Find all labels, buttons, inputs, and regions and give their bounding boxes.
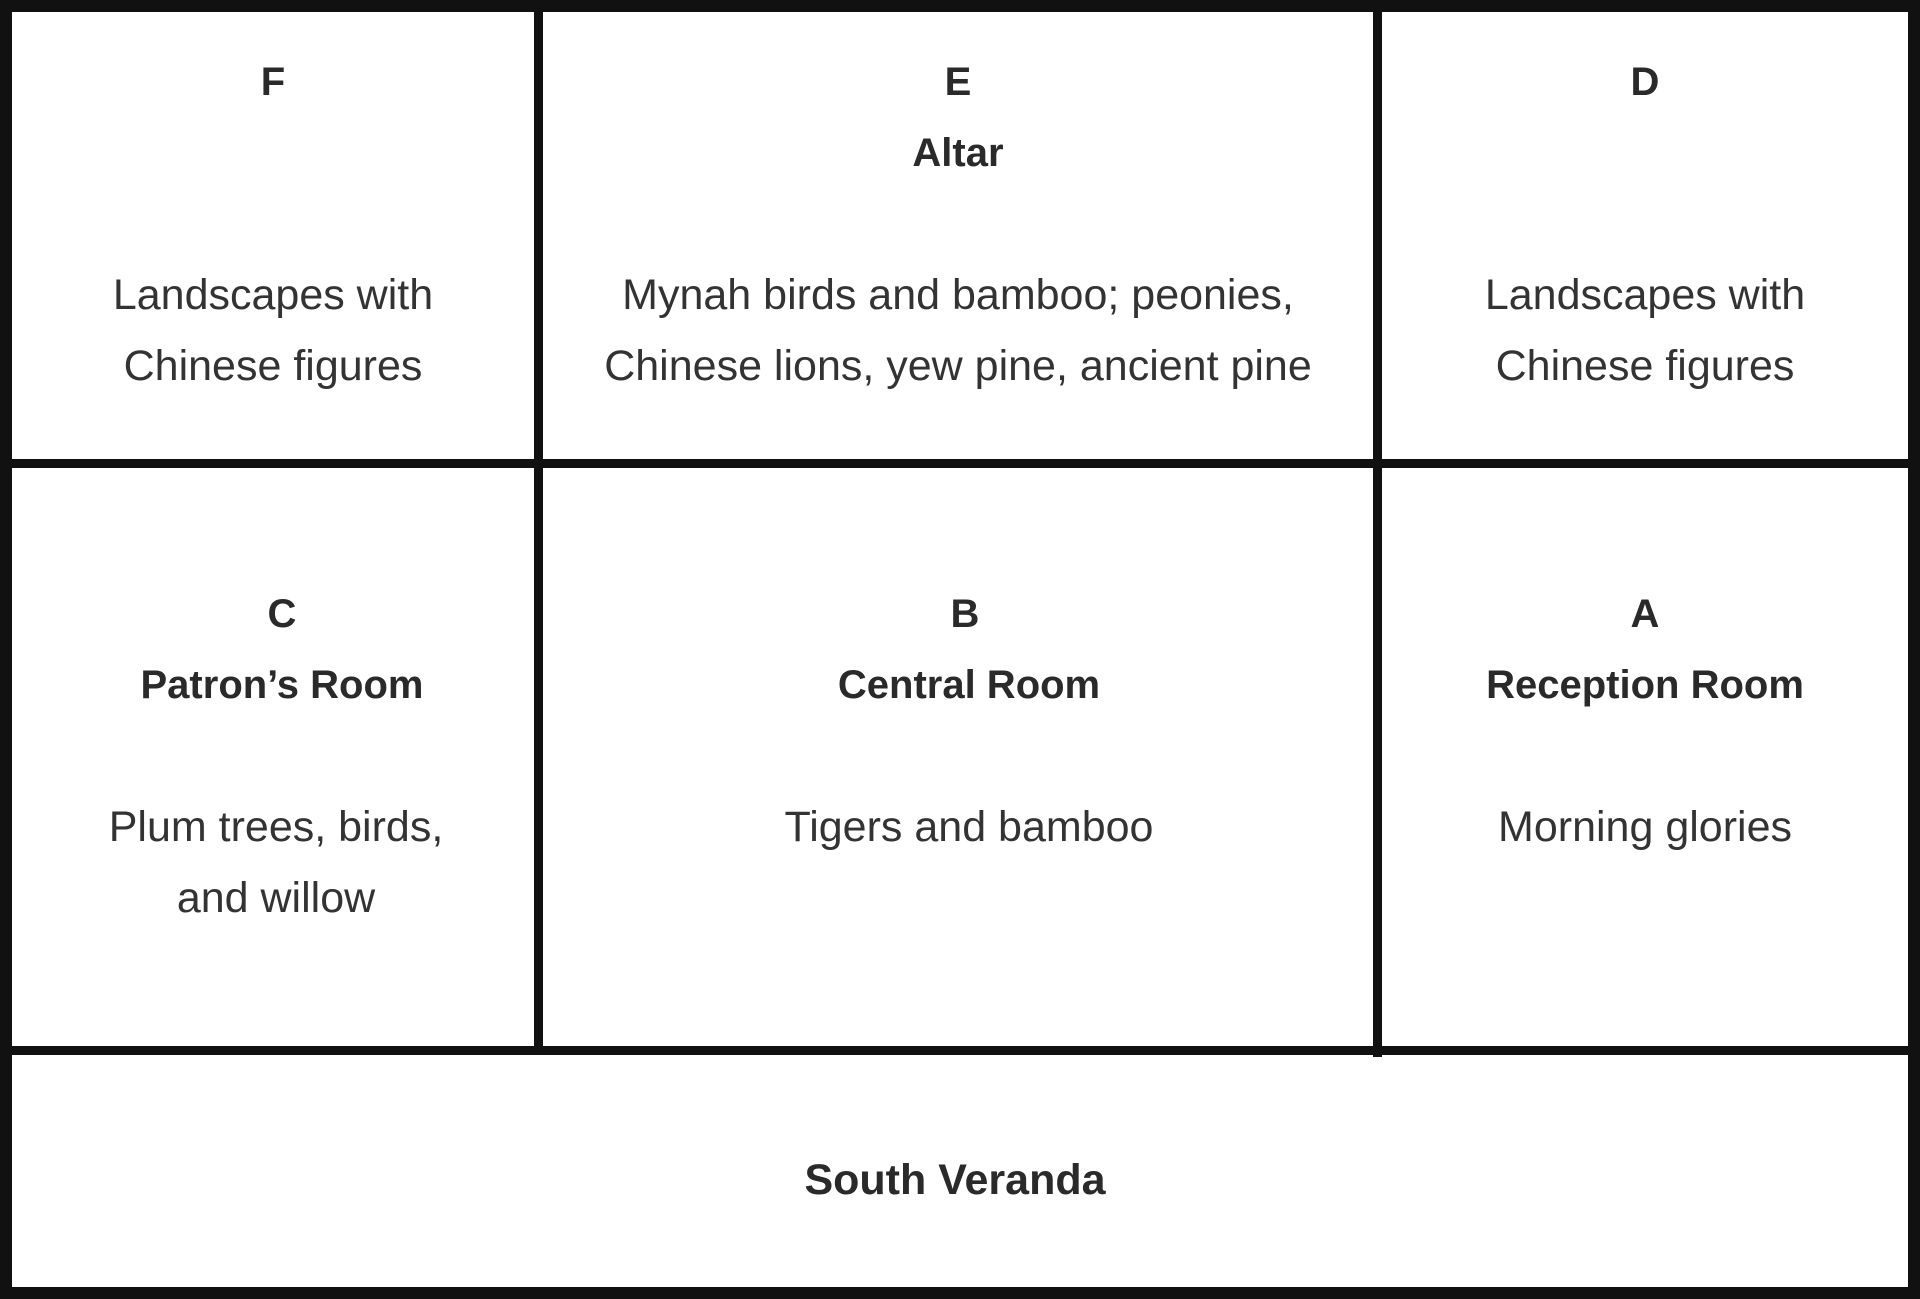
room-e-letter: E [944, 60, 972, 104]
divider-upper-row [0, 459, 1920, 468]
divider-right-column [1373, 0, 1382, 1057]
room-c-letter: C [267, 592, 297, 636]
room-a-description: Morning glories [1498, 803, 1792, 851]
outer-border-left [0, 0, 12, 1299]
room-d [1382, 47, 1908, 402]
divider-veranda [0, 1046, 1920, 1055]
room-a-letter: A [1630, 592, 1660, 636]
room-f-description-line-2: Chinese figures [123, 342, 423, 390]
room-d-description-line-1: Landscapes with [1484, 271, 1806, 319]
room-a-reception-room [1382, 579, 1908, 863]
room-a-name: Reception Room [1486, 663, 1804, 707]
south-veranda: South Veranda [804, 1156, 1106, 1204]
room-d-letter: D [1630, 60, 1660, 104]
room-e-description-line-2: Chinese lions, yew pine, ancient pine [604, 342, 1312, 390]
room-f-letter: F [260, 60, 286, 104]
room-b-description: Tigers and bamboo [784, 803, 1154, 851]
room-e-altar [543, 47, 1373, 402]
room-f [12, 47, 534, 402]
room-b-central-room [543, 579, 1373, 863]
room-d-description-line-2: Chinese figures [1495, 342, 1795, 390]
room-c-patrons-room [12, 579, 552, 934]
outer-border-top [0, 0, 1920, 12]
outer-border-right [1908, 0, 1920, 1299]
room-b-letter: B [950, 592, 980, 636]
room-e-name: Altar [912, 131, 1004, 175]
room-c-name: Patron’s Room [140, 663, 424, 707]
room-e-description-line-1: Mynah birds and bamboo; peonies, [622, 271, 1294, 319]
room-c-description-line-2: and willow [176, 874, 376, 922]
room-f-description-line-1: Landscapes with [112, 271, 434, 319]
outer-border-bottom [0, 1287, 1920, 1299]
room-c-description-line-1: Plum trees, birds, [108, 803, 444, 851]
room-b-name: Central Room [837, 663, 1101, 707]
